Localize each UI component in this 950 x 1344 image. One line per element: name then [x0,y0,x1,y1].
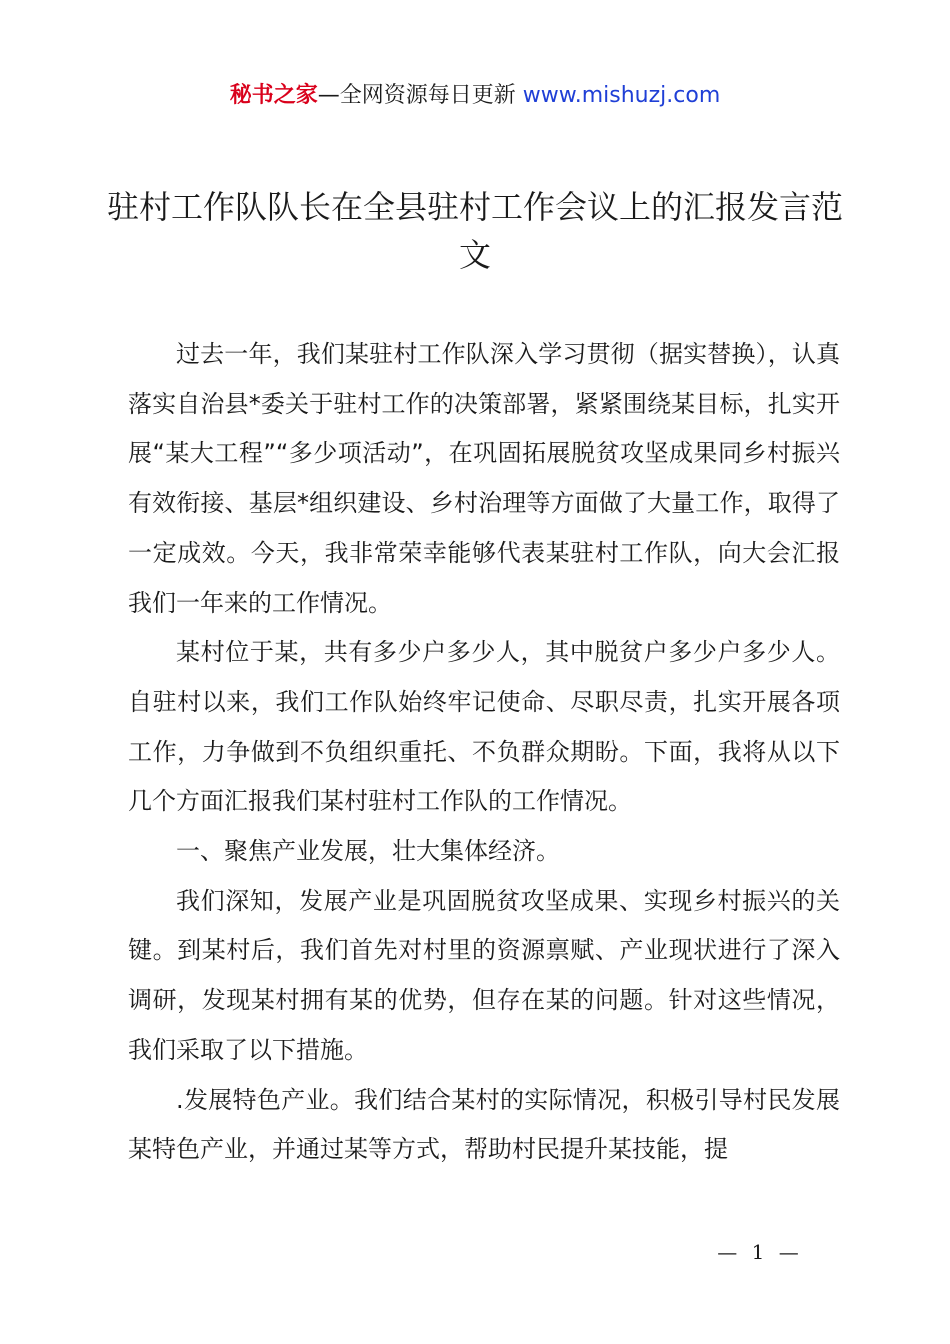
site-header [0,80,950,112]
paragraph-village-overview: 某村位于某，共有多少户多少人，其中脱贫户多少户多少人。自驻村以来，我们工作队始终牢记使命、尽职尽责，扎实开展各项工作，力争做到不负组织重托、不负群众期盼。下面，我将从以下几个方面汇报我们某村驻村工作队的工作情况。 [128,638,840,816]
page-number: — 1 — [717,1240,803,1264]
document-title: 驻村工作队队长在全县驻村工作会议上的汇报发言范文 [106,188,843,274]
site-tagline: —全网资源每日更新 [317,83,516,108]
document-body [128,330,840,1175]
paragraph-special-industry: .发展特色产业。我们结合某村的实际情况，积极引导村民发展某特色产业，并通过某等方式，帮助村民提升某技能，提 [128,1085,840,1164]
paragraph-intro: 过去一年，我们某驻村工作队深入学习贯彻（据实替换），认真落实自治县*委关于驻村工作的决策部署，紧紧围绕某目标，扎实开展“某大工程”“多少项活动”，在巩固拓展脱贫攻坚成果同乡村振兴有效衔接、基层*组织建设、乡村治理等方面做了大量工作，取得了一定成效。今天，我非常荣幸能够代表某驻村工作队，向大会汇报我们一年来的工作情况。 [128,340,840,617]
site-url-link[interactable]: www.mishuzj.com [522,83,721,108]
section-heading-1: 一、聚焦产业发展，壮大集体经济。 [176,837,560,866]
site-brand: 秘书之家 [229,83,318,108]
paragraph-industry: 我们深知，发展产业是巩固脱贫攻坚成果、实现乡村振兴的关键。到某村后，我们首先对村里的资源禀赋、产业现状进行了深入调研，发现某村拥有某的优势，但存在某的问题。针对这些情况，我们采取了以下措施。 [128,886,840,1064]
